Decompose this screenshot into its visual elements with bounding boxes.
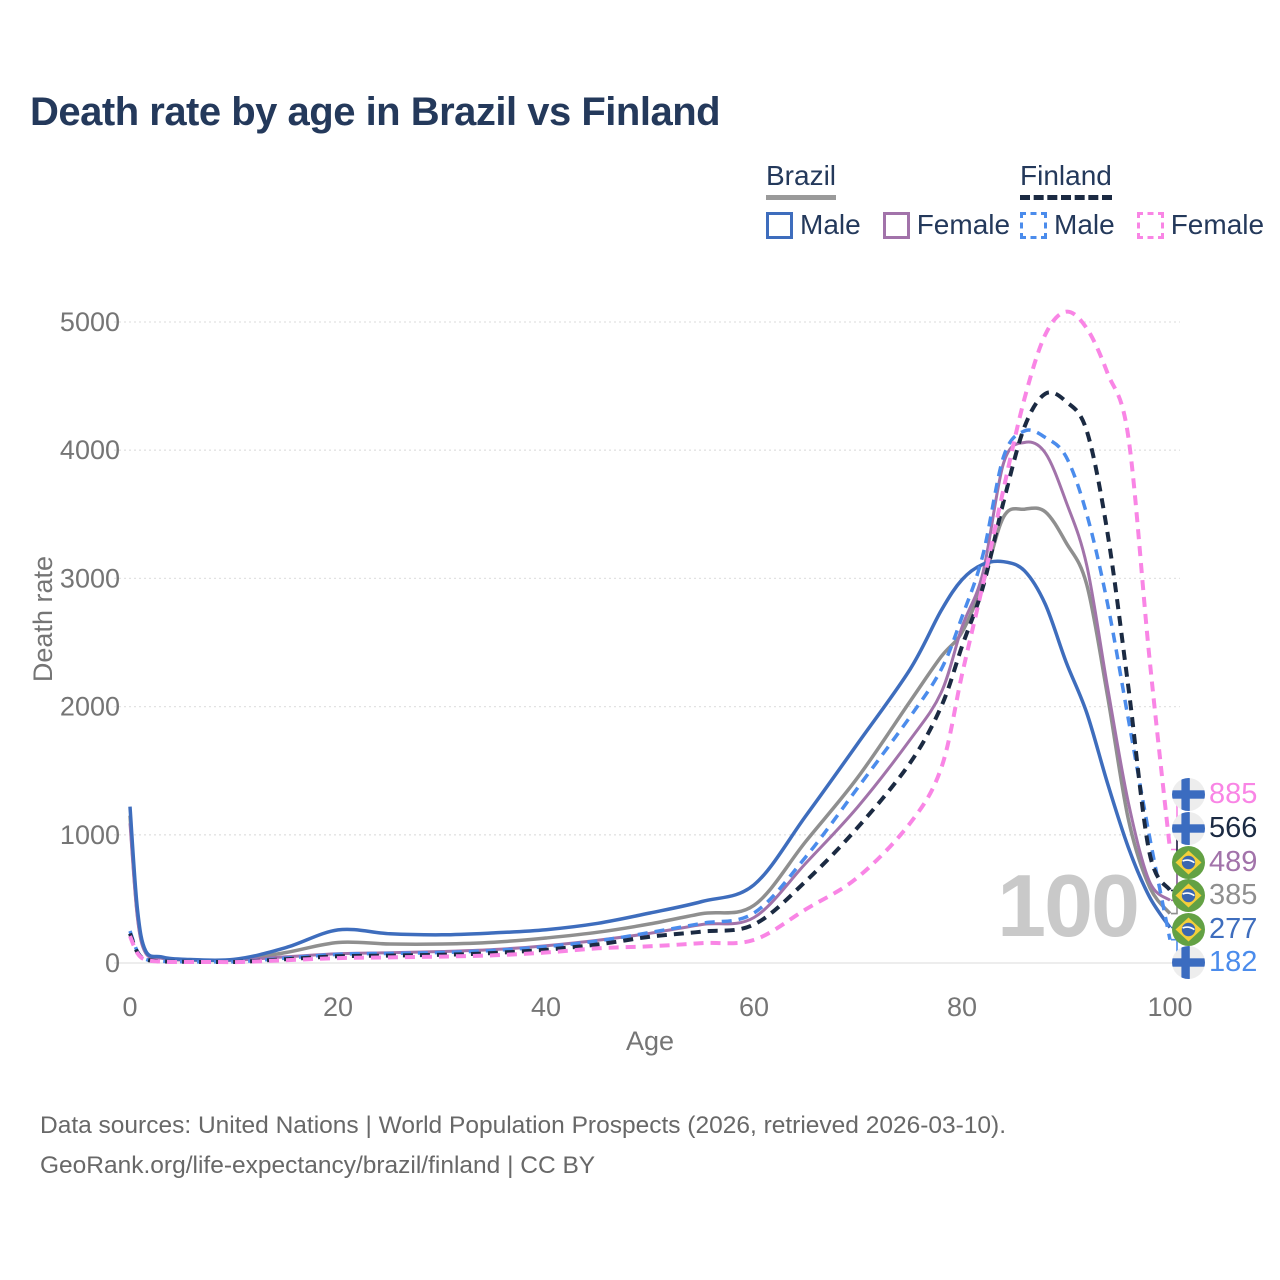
- brazil-flag-icon: [1172, 879, 1205, 912]
- page-title: Death rate by age in Brazil vs Finland: [30, 90, 721, 134]
- end-label-brazil-female[interactable]: [1172, 846, 1257, 879]
- end-label-value: 277: [1209, 913, 1258, 945]
- y-tick-3000: 3000: [59, 563, 120, 594]
- end-label-finland-female[interactable]: [1172, 778, 1257, 811]
- legend-header-brazil-label: Brazil: [766, 160, 837, 191]
- y-tick-2000: 2000: [59, 691, 120, 722]
- x-tick-20: 20: [322, 992, 354, 1022]
- brazil-flag-icon: [1172, 913, 1205, 946]
- end-label-finland-both-sexes-[interactable]: [1172, 812, 1257, 845]
- footer-data-sources: Data sources: United Nations | World Population Prospects (2026, retrieved 2026-03-10).: [40, 1112, 1007, 1139]
- legend-item-brazil-male-label: Male: [800, 209, 861, 240]
- legend-item-finland-male-label: Male: [1054, 209, 1115, 240]
- x-tick-80: 80: [946, 992, 978, 1022]
- series-line-finland-both-sexes-[interactable]: [130, 392, 1170, 962]
- finland-flag-icon: [1172, 812, 1205, 845]
- x-axis-title: Age: [625, 1026, 675, 1056]
- x-tick-60: 60: [738, 992, 770, 1022]
- end-label-value: 885: [1209, 778, 1258, 810]
- x-tick-100: 100: [1147, 992, 1193, 1022]
- end-label-value: 566: [1209, 812, 1258, 844]
- footer-attribution: GeoRank.org/life-expectancy/brazil/finland | CC BY: [40, 1152, 596, 1179]
- x-tick-40: 40: [530, 992, 562, 1022]
- series-line-brazil-both-sexes-[interactable]: [130, 508, 1170, 960]
- end-label-value: 182: [1209, 946, 1258, 978]
- end-label-brazil-male[interactable]: [1172, 913, 1257, 946]
- finland-flag-icon: [1172, 946, 1205, 979]
- y-tick-1000: 1000: [59, 819, 120, 850]
- series-line-finland-female[interactable]: [130, 312, 1170, 962]
- series-line-brazil-female[interactable]: [130, 442, 1170, 960]
- end-label-value: 489: [1209, 846, 1258, 878]
- end-label-value: 385: [1209, 879, 1258, 911]
- legend-item-brazil-female-label: Female: [916, 209, 1011, 240]
- brazil-flag-icon: [1172, 846, 1205, 879]
- legend-header-finland-label: Finland: [1020, 160, 1112, 191]
- x-tick-0: 0: [122, 992, 138, 1022]
- legend-item-finland-female-label: Female: [1170, 209, 1265, 240]
- y-axis-title: Death rate: [28, 556, 58, 683]
- y-tick-0: 0: [104, 948, 120, 978]
- age-watermark: 100: [997, 856, 1138, 955]
- series-line-brazil-male[interactable]: [130, 561, 1170, 960]
- y-tick-5000: 5000: [59, 307, 120, 337]
- end-label-finland-male[interactable]: [1172, 946, 1257, 979]
- end-label-brazil-both-sexes-[interactable]: [1172, 879, 1257, 912]
- finland-flag-icon: [1172, 778, 1205, 811]
- y-tick-4000: 4000: [59, 435, 120, 466]
